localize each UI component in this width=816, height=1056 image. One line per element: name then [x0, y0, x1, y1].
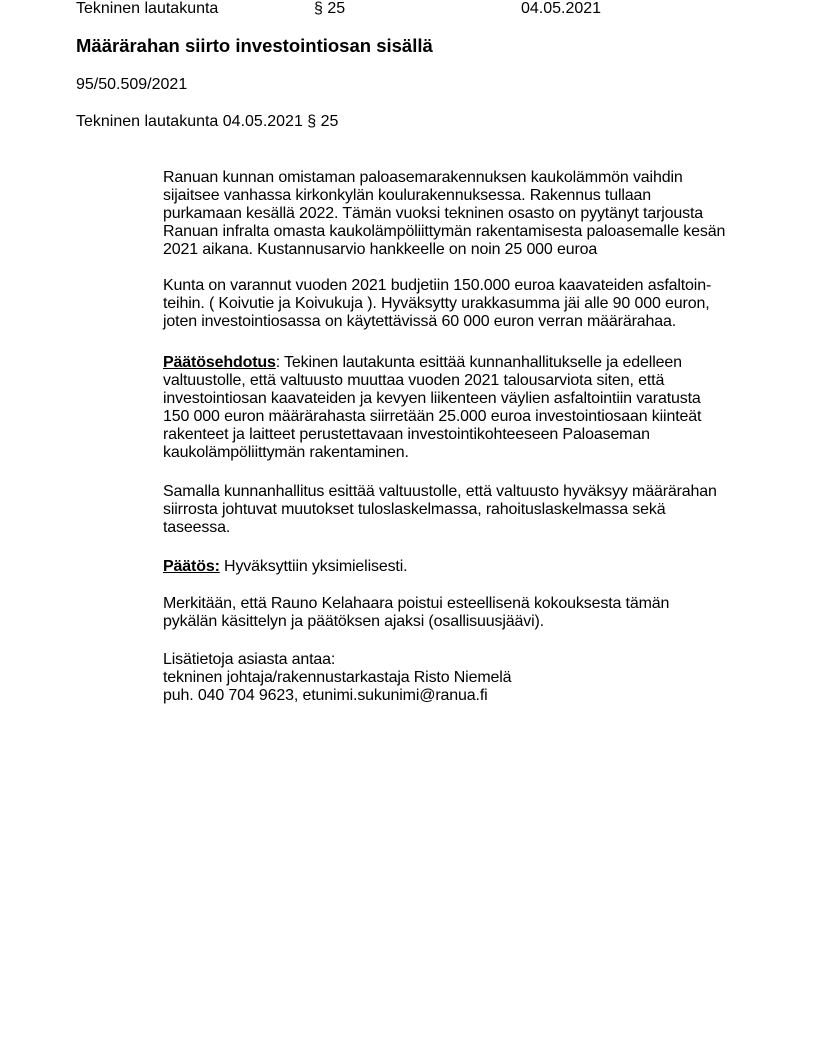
document-title: Määrärahan siirto investointiosan sisällä [76, 35, 433, 56]
paragraph-note [163, 595, 669, 631]
paragraph-contact [163, 651, 511, 705]
text-line: purkamaan kesällä 2022. Tämän vuoksi tekninen osasto on pyytänyt tarjousta [163, 205, 704, 223]
text-line: sijaitsee vanhassa kirkonkylän koulurakennuksessa. Rakennus tullaan [163, 187, 652, 205]
paragraph-background [163, 169, 725, 259]
record-number: 95/50.509/2021 [76, 76, 188, 93]
text-line: teihin. ( Koivutie ja Koivukuja ). Hyväksytty urakkasumma jäi alle 90 000 euron, [163, 295, 710, 313]
header-section: § 25 [314, 0, 346, 17]
meeting-reference: Tekninen lautakunta 04.05.2021 § 25 [76, 113, 339, 130]
text-line: Kunta on varannut vuoden 2021 budjetiin 150.000 euroa kaavateiden asfaltoin- [163, 277, 712, 294]
paragraph-decision [163, 558, 407, 576]
paragraph-council [163, 483, 717, 537]
decision-label: Päätös: [163, 558, 220, 575]
text-line: joten investointiosassa on käytettävissä 60 000 euron verran määrärahaa. [163, 313, 677, 331]
text-line: investointiosan kaavateiden ja kevyen liikenteen väylien asfaltointiin varatusta [163, 390, 701, 408]
decision-text: Hyväksyttiin yksimielisesti. [219, 558, 408, 575]
text-line: : Tekinen lautakunta esittää kunnanhallitukselle ja edelleen [275, 354, 682, 371]
text-line: pykälän käsittelyn ja päätöksen ajaksi (osallisuusjäävi). [163, 613, 544, 631]
text-line: taseessa. [163, 519, 231, 537]
text-line: 150 000 euron määrärahasta siirretään 25.000 euroa investointiosaan kiinteät [163, 408, 702, 426]
text-line: kaukolämpöliittymän rakentaminen. [163, 444, 409, 462]
header-date: 04.05.2021 [521, 0, 602, 17]
text-line: valtuustolle, että valtuusto muuttaa vuoden 2021 talousarviota siten, että [163, 372, 665, 390]
text-line: Samalla kunnanhallitus esittää valtuustolle, että valtuusto hyväksyy määrärahan [163, 483, 717, 500]
proposal-label: Päätösehdotus [163, 354, 276, 371]
text-line: Lisätietoja asiasta antaa: [163, 651, 336, 668]
text-line: siirrosta johtuvat muutokset tuloslaskelmassa, rahoituslaskelmassa sekä [163, 501, 666, 519]
text-line: Ranuan infralta omasta kaukolämpöliittymän rakentamisesta paloasemalle kesän [163, 223, 726, 241]
text-line: Merkitään, että Rauno Kelahaara poistui esteellisenä kokouksesta tämän [163, 595, 670, 612]
contact-line: puh. 040 704 9623, etunimi.sukunimi@ranua.fi [163, 687, 488, 705]
text-line: rakenteet ja laitteet perustettavaan investointikohteeseen Paloaseman [163, 426, 650, 444]
paragraph-proposal [163, 354, 701, 463]
text-line: tekninen johtaja/rakennustarkastaja Risto Niemelä [163, 669, 512, 687]
text-line: 2021 aikana. Kustannusarvio hankkeelle on noin 25 000 euroa [163, 241, 598, 259]
paragraph-budget [163, 277, 711, 331]
header-committee: Tekninen lautakunta [76, 0, 219, 17]
text-line: Ranuan kunnan omistaman paloasemarakennuksen kaukolämmön vaihdin [163, 169, 683, 186]
